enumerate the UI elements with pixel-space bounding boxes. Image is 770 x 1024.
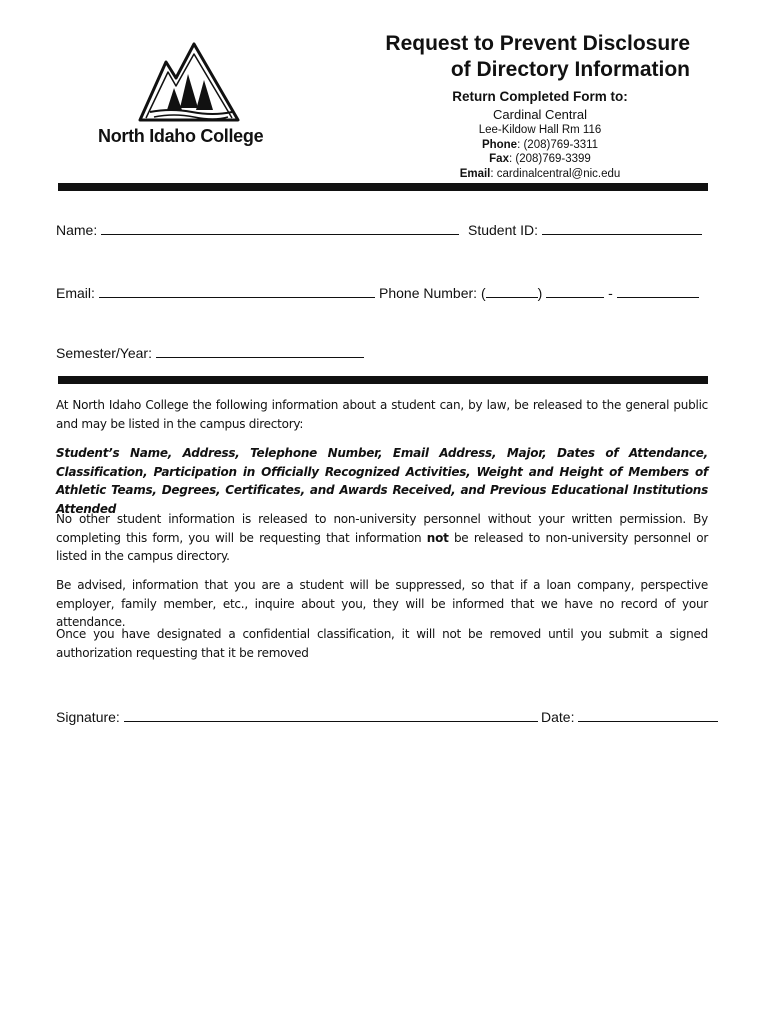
- fax-label: Fax: [489, 153, 509, 165]
- header-divider: [58, 183, 708, 191]
- permission-text-b: be released to non-university personnel or listed in the campus directory.: [56, 530, 708, 563]
- phone-dash: -: [608, 285, 613, 301]
- student-id-input-line[interactable]: [542, 220, 702, 235]
- semester-field-row: [56, 343, 364, 361]
- phone-close: ): [537, 285, 543, 301]
- signature-row: [56, 707, 538, 725]
- suppression-paragraph: Be advised, information that you are a student will be suppressed, so that if a loan company, perspective employer, family member, etc., inquire about you, they will be informed that we have no record of your attendance.: [56, 578, 708, 629]
- office-room: Lee-Kildow Hall Rm 116: [478, 124, 602, 136]
- name-field-row: [56, 220, 459, 238]
- office-name: Cardinal Central: [493, 107, 587, 122]
- semester-label: Semester/Year:: [56, 345, 152, 361]
- student-id-row: [468, 220, 702, 238]
- email-contact-value: : cardinalcentral@nic.edu: [490, 168, 621, 180]
- body-divider: [58, 376, 708, 384]
- date-row: [541, 707, 718, 725]
- name-label: Name:: [56, 222, 98, 238]
- phone-label: Phone: [481, 139, 518, 151]
- semester-input-line[interactable]: [156, 343, 364, 358]
- email-contact-label: Email: [459, 168, 491, 180]
- office-fax: [430, 153, 650, 165]
- email-field-row: [56, 283, 375, 301]
- college-name: North Idaho College: [98, 126, 264, 146]
- date-label: Date:: [541, 709, 575, 725]
- permission-text-a: No other student information is released to non-university personnel without your written permission. By completing this form, you will be requesting that information: [56, 512, 708, 545]
- phone-number-line[interactable]: [617, 283, 699, 298]
- email-input-line[interactable]: [99, 283, 375, 298]
- phone-label: Phone Number: (: [379, 285, 486, 301]
- fax-value: : (208)769-3399: [508, 153, 591, 165]
- phone-area-line[interactable]: [486, 283, 538, 298]
- phone-value: : (208)769-3311: [517, 139, 599, 151]
- student-id-label: Student ID:: [468, 222, 539, 238]
- name-input-line[interactable]: [101, 220, 459, 235]
- form-title: [385, 31, 690, 83]
- date-input-line[interactable]: [578, 707, 718, 722]
- signature-label: Signature:: [56, 709, 120, 725]
- title-line-2: of Directory Information: [450, 58, 690, 81]
- directory-items-paragraph: Student’s Name, Address, Telephone Number, Email Address, Major, Dates of Attendance, Classification, Participation in Officially Recognized Activities, Weight and Height of Members of Athletic Teams, Degrees, Certificates, and Awards Received, and Previous Educational Institutions Attended: [56, 446, 708, 516]
- office-email: [430, 168, 650, 180]
- email-label: Email:: [56, 285, 95, 301]
- title-line-1: Request to Prevent Disclosure: [385, 32, 690, 55]
- intro-paragraph: At North Idaho College the following information about a student can, by law, be released to the general public and may be listed in the campus directory:: [56, 398, 708, 431]
- office-phone: [430, 139, 650, 151]
- signature-input-line[interactable]: [124, 707, 538, 722]
- phone-prefix-line[interactable]: [546, 283, 604, 298]
- permission-paragraph: [56, 510, 708, 566]
- phone-field-row: [379, 283, 699, 301]
- return-heading: Return Completed Form to:: [452, 89, 628, 104]
- permission-text-emphasis: not: [426, 530, 449, 545]
- classification-paragraph: Once you have designated a confidential classification, it will not be removed until you submit a signed authorization requesting that it be removed: [56, 627, 708, 660]
